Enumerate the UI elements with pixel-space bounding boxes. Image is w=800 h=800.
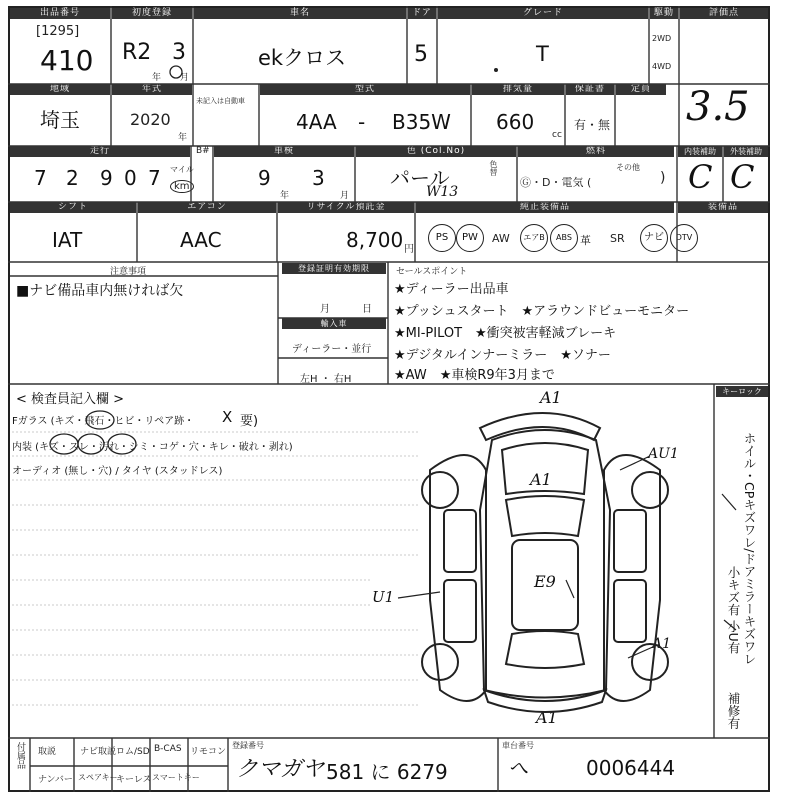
acc-rom-sd: ロム/SD	[116, 747, 150, 757]
label-recycle: リサイクル預託金	[278, 202, 414, 213]
mileage-digit-4: 0	[124, 166, 137, 190]
glass-mark: X	[222, 408, 233, 426]
caution-text: ■ナビ備品車内無ければ欠	[16, 283, 184, 299]
glass-required: 要)	[240, 414, 259, 429]
reg-no-label: 登録番号	[232, 741, 264, 750]
warranty-options: 有・無	[574, 118, 611, 132]
acc-keyless: キーレス	[116, 775, 152, 785]
equipment-item: AW	[492, 232, 510, 245]
fuel-close: )	[660, 170, 666, 186]
label-region: 地域	[10, 84, 110, 95]
acc-spare-key: スペアキー	[78, 773, 118, 782]
label-import-note: 未記入は自動車	[196, 97, 245, 105]
interior-line: 内装 (キズ・スレ・汚れ・シミ・コゲ・穴・キレ・破れ・剥れ)	[12, 442, 293, 453]
mark-left: U1	[372, 588, 395, 606]
color-change-note: 色替	[489, 160, 498, 176]
label-shift: シフト	[10, 202, 136, 213]
label-bb: B#	[196, 146, 210, 156]
acc-smart-key: スマートキー	[152, 773, 200, 782]
exterior-grade: C	[730, 158, 755, 196]
header-lot: 出品番号	[10, 8, 110, 19]
fuel-options: Ⓖ・D・電気 (	[520, 176, 592, 189]
color-number: W13	[426, 184, 459, 200]
lot-bracket: [1295]	[36, 24, 80, 39]
label-interior: 内装補助	[678, 146, 722, 157]
inspection-month-unit: 月	[340, 191, 350, 201]
equipment-item: エアB	[520, 224, 548, 252]
lot-number: 410	[40, 44, 94, 77]
inspection-year: 9	[258, 166, 271, 190]
header-car-name: 車名	[194, 8, 406, 19]
shift: IAT	[52, 228, 83, 252]
label-warranty: 保証書	[566, 84, 614, 95]
label-mileage: 走行	[10, 146, 190, 157]
label-fuel: 燃料	[518, 146, 674, 157]
header-drive: 駆動	[650, 8, 678, 19]
inspection-year-unit: 年	[280, 191, 290, 201]
mileage-digit-1: 7	[34, 166, 47, 190]
cc-unit: cc	[552, 130, 562, 140]
header-first-reg: 初度登録	[112, 8, 192, 19]
sales-point-1: ★ディーラー出品車	[394, 282, 509, 297]
acc-manual: 取説	[38, 747, 57, 757]
recycle-fee: 8,700	[346, 228, 404, 252]
drive-4wd: 4WD	[652, 62, 672, 71]
glass-line: Fガラス (キズ・飛石・ヒビ・リペア跡・	[12, 416, 195, 427]
header-door: ドア	[408, 8, 436, 19]
drive-2wd: 2WD	[652, 34, 672, 43]
reg-month: 月	[320, 304, 330, 315]
interior-grade: C	[688, 158, 713, 196]
first-reg-month: 3	[172, 40, 186, 65]
first-reg-era: R2	[122, 40, 152, 65]
mileage-digit-2: 2	[66, 166, 79, 190]
reg-no: 581 に 6279	[326, 760, 448, 784]
equipment-item: PW	[456, 224, 484, 252]
mileage-unit-mile: マイル	[170, 165, 194, 174]
label-equipment-sub: 装備品	[678, 202, 768, 213]
inspection-month: 3	[312, 166, 325, 190]
mark-front: A1	[540, 388, 562, 407]
vertical-note-2: 小キズ有 小U有	[726, 566, 741, 655]
label-color: 色 (Col.No)	[356, 146, 516, 157]
import-label: 輸入車	[282, 318, 386, 329]
keylock-label: キーロック	[716, 386, 768, 397]
equipment-item: ナビ	[640, 224, 668, 252]
month-unit: 月	[180, 73, 190, 83]
equipment-item: PS	[428, 224, 456, 252]
car-diagram	[422, 413, 668, 712]
acc-number: ナンバー	[38, 775, 73, 785]
aircon: AAC	[180, 228, 222, 252]
acc-navi-manual: ナビ取説	[80, 747, 117, 757]
mark-hood: A1	[530, 470, 552, 489]
vertical-note-1: ホイル・CPキズワレ/ドアミラーキズワレ	[742, 432, 757, 665]
mileage-digit-5: 7	[148, 166, 161, 190]
label-exterior: 外装補助	[724, 146, 768, 157]
label-cc: 排気量	[472, 84, 564, 95]
sales-point-2: ★プッシュスタート ★アラウンドビューモニター	[394, 304, 690, 319]
mileage-digit-3: 9	[100, 166, 113, 190]
mark-roof: E9	[534, 572, 556, 591]
model-year: 2020	[130, 110, 171, 129]
acc-remote: リモコン	[190, 747, 227, 757]
equipment-item: 革	[580, 234, 591, 247]
door-count: 5	[414, 42, 428, 67]
header-grade: グレード	[438, 8, 648, 19]
vertical-note-3: 補修有	[726, 692, 741, 730]
color-name: パール	[390, 166, 450, 190]
model-year-unit: 年	[178, 133, 188, 143]
chassis-mark: へ	[508, 756, 528, 780]
chassis-no: 0006444	[586, 756, 676, 780]
caution-label: 注意事項	[110, 267, 147, 277]
mark-right-front: AU1	[648, 446, 679, 462]
region: 埼玉	[40, 108, 80, 132]
label-capacity: 定員	[616, 84, 666, 95]
label-model-year: 年式	[112, 84, 192, 95]
displacement: 660	[496, 110, 535, 134]
sales-point-4: ★デジタルインナーミラー ★ソナー	[394, 348, 611, 363]
car-name: ekクロス	[258, 46, 347, 70]
acc-bcas: B-CAS	[154, 744, 182, 754]
type-code: B35W	[392, 110, 451, 134]
label-inspection: 車検	[214, 146, 354, 157]
type-dash: -	[358, 110, 366, 134]
equipment-item: DTV	[670, 224, 698, 252]
label-aircon: エアコン	[138, 202, 276, 213]
chassis-label: 車台番号	[502, 741, 534, 750]
overall-score: 3.5	[686, 84, 750, 130]
mileage-unit-km: km	[170, 180, 194, 193]
label-type: 型式	[260, 84, 470, 95]
import-dealer: ディーラー・並行	[292, 344, 372, 355]
sales-point-5: ★AW ★車検R9年3月まで	[394, 368, 555, 383]
accessories-label: 付属品	[15, 742, 25, 769]
equipment-item: SR	[610, 232, 625, 245]
header-score: 評価点	[680, 8, 768, 19]
reg-day: 日	[362, 304, 372, 315]
import-steer: 左H ・ 右H	[300, 374, 352, 385]
mark-rear: A1	[536, 708, 558, 727]
year-unit: 年	[152, 73, 162, 83]
label-equipment: 純正装備品	[416, 202, 674, 213]
audio-line: オーディオ (無し・穴) / タイヤ (スタッドレス)	[12, 466, 223, 477]
sales-label: セールスポイント	[396, 267, 468, 277]
reg-label: 登録証明有効期限	[282, 263, 386, 274]
type-prefix: 4AA	[296, 110, 337, 134]
reg-no-hand: クマガヤ	[236, 757, 325, 782]
fuel-other: その他	[616, 163, 640, 172]
grade: T	[536, 42, 549, 66]
equipment-item: ABS	[550, 224, 578, 252]
recycle-unit: 円	[404, 244, 414, 255]
mark-right-rear: A1	[652, 636, 672, 652]
inspector-title: < 検査員記入欄 >	[16, 392, 125, 407]
sales-point-3: ★MI-PILOT ★衝突被害軽減ブレーキ	[394, 326, 617, 341]
